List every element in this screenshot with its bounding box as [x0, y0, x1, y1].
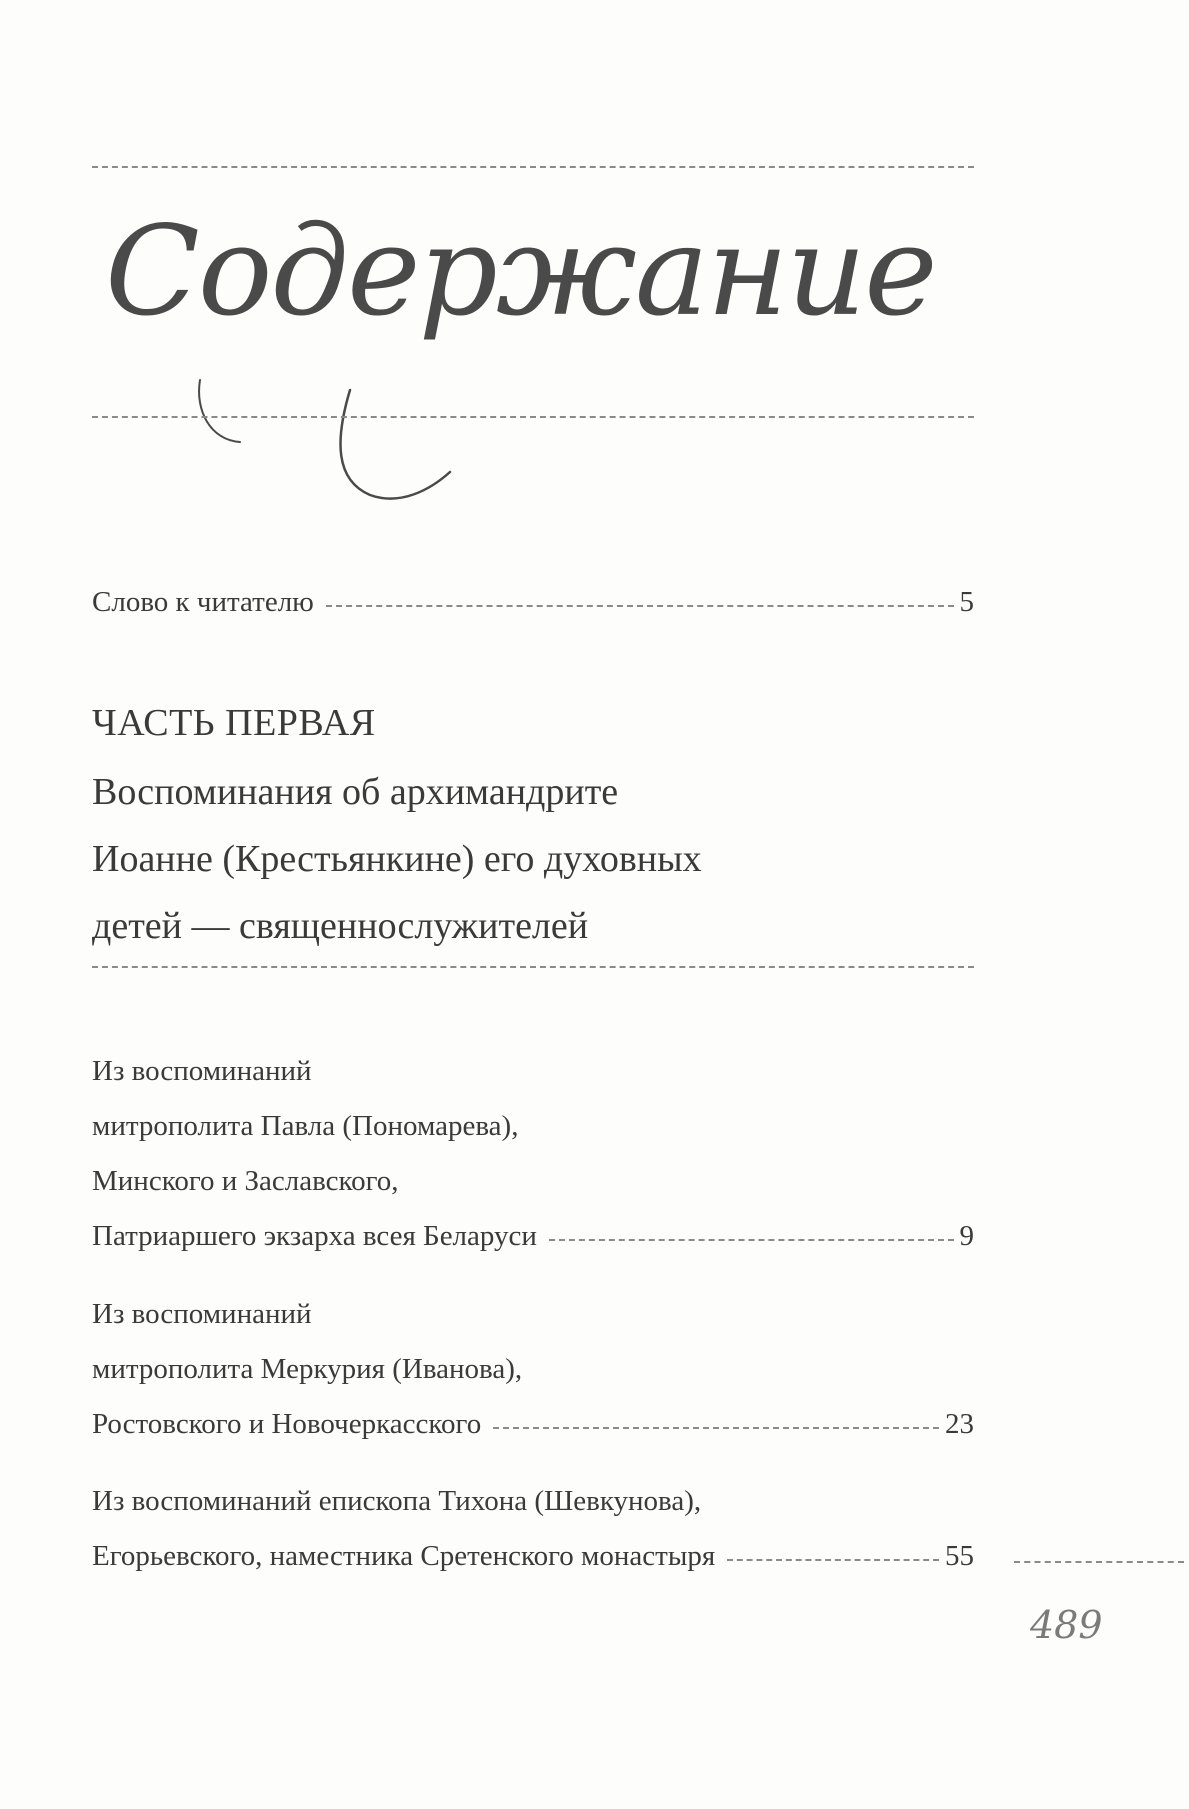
- dot-leader: [549, 1239, 954, 1241]
- toc-entry-intro[interactable]: [92, 588, 974, 617]
- part-title-line: детей — священнослужителей: [92, 905, 589, 947]
- toc-entry-text: Егорьевского, наместника Сретенского монастыря: [92, 1540, 716, 1572]
- toc-entry-mercury[interactable]: [92, 1410, 974, 1439]
- dot-leader: [493, 1427, 939, 1429]
- toc-page-number: 9: [959, 1220, 974, 1252]
- part-dashed-rule: [92, 966, 974, 968]
- title-swash-ornament: [100, 210, 920, 510]
- margin-dashed-rule: [1014, 1561, 1184, 1563]
- part-label: ЧАСТЬ ПЕРВАЯ: [92, 702, 376, 744]
- part-title-line: Иоанне (Крестьянкине) его духовных: [92, 838, 702, 880]
- toc-entry-text: Ростовского и Новочеркасского: [92, 1408, 482, 1440]
- toc-entry-line: митрополита Павла (Пономарева),: [92, 1110, 519, 1142]
- toc-entry-line: Минского и Заславского,: [92, 1165, 399, 1197]
- toc-entry-line: митрополита Меркурия (Иванова),: [92, 1353, 523, 1385]
- toc-entry-line: Из воспоминаний: [92, 1298, 312, 1330]
- dot-leader: [326, 605, 954, 607]
- toc-entry-tikhon[interactable]: [92, 1542, 974, 1571]
- part-title-line: Воспоминания об архимандрите: [92, 771, 619, 813]
- toc-entry-line: Из воспоминаний епископа Тихона (Шевкунова),: [92, 1485, 702, 1517]
- toc-entry-text: Слово к читателю: [92, 586, 314, 618]
- toc-page-number: 55: [945, 1540, 974, 1572]
- page-title: Содержание: [105, 200, 936, 344]
- top-dashed-rule: [92, 166, 974, 168]
- toc-page-number: 5: [959, 586, 974, 618]
- toc-entry-paul[interactable]: [92, 1222, 974, 1251]
- page-folio: 489: [1030, 1603, 1103, 1647]
- dot-leader: [727, 1559, 939, 1561]
- toc-entry-line: Из воспоминаний: [92, 1055, 312, 1087]
- toc-page-number: 23: [945, 1408, 974, 1440]
- title-dashed-rule: [92, 416, 974, 418]
- toc-entry-text: Патриаршего экзарха всея Беларуси: [92, 1220, 537, 1252]
